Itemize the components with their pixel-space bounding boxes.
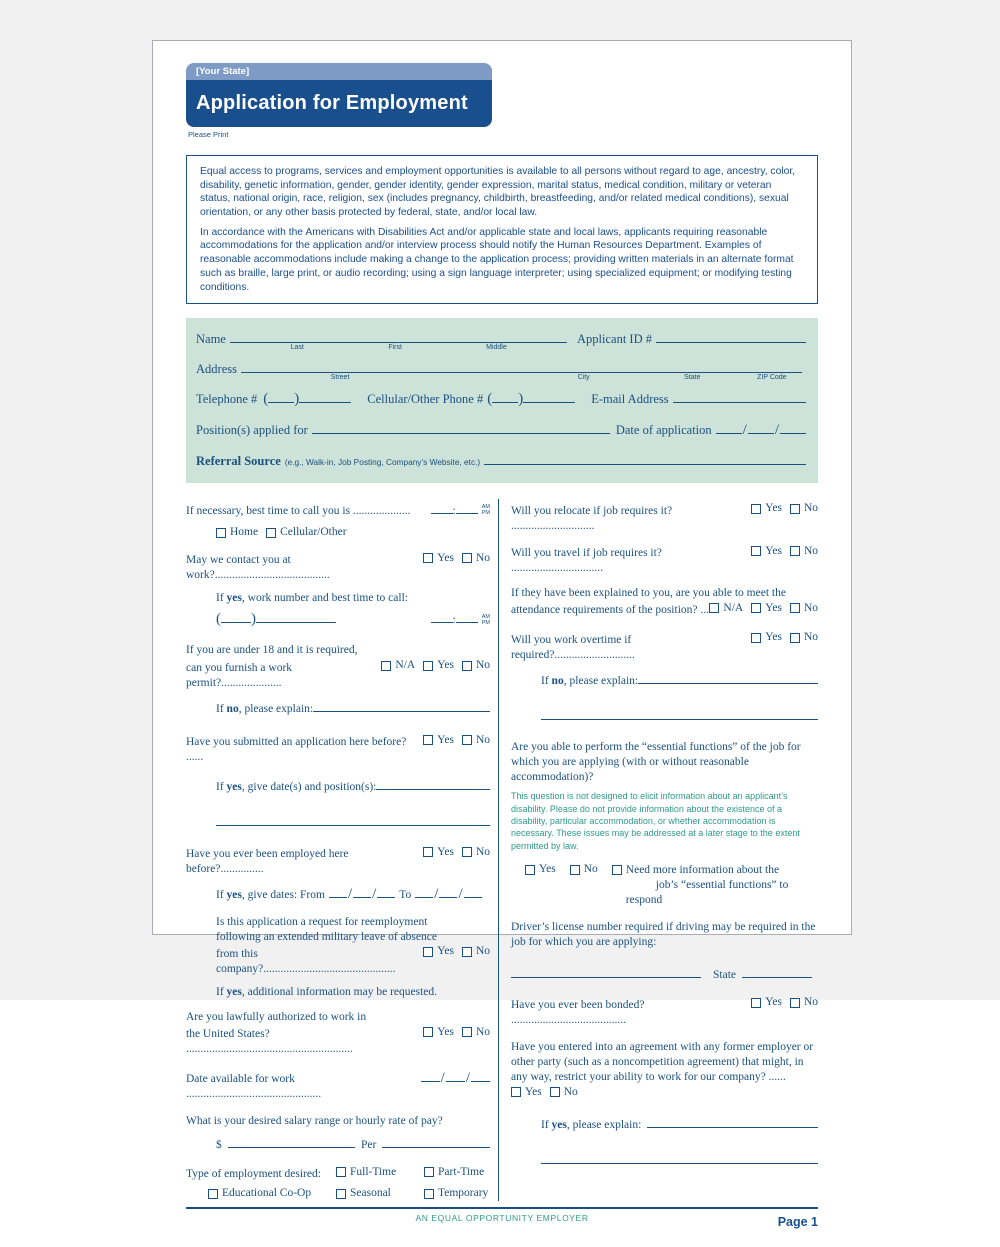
text: , please explain: (238, 702, 314, 715)
text: If (216, 591, 227, 604)
travel-question (511, 544, 818, 576)
no-label: No (475, 945, 490, 958)
employment-type-row2 (186, 1186, 490, 1201)
work-permit-question (186, 643, 490, 690)
full-time-checkbox[interactable] (336, 1167, 346, 1177)
employment-application-page (152, 40, 852, 1230)
bonded-question (511, 995, 818, 1027)
no-checkbox[interactable] (790, 998, 800, 1008)
to-day-input[interactable] (439, 885, 457, 898)
yes-checkbox[interactable] (751, 603, 761, 613)
yes-checkbox[interactable] (423, 735, 433, 745)
text-bold: no (226, 702, 239, 715)
notice-paragraph-1: Equal access to programs, services and employment opportunities is available to all persons without regard to age, ancestry, color, disability, genetic information, gender, gender identity, gender expression, marital status, medical condition, military or veteran status, national origin, race, religion, sex (includes pregnancy, childbirth, breastfeeding, and/or related medical conditions), sexual orientation, or any other basis protected by federal, state, and/or local law. (200, 166, 796, 219)
yes-checkbox[interactable] (511, 1087, 521, 1097)
work-time-minute-input[interactable] (456, 610, 478, 623)
no-checkbox[interactable] (462, 735, 472, 745)
work-number-input[interactable] (256, 610, 336, 623)
question-line2-row (186, 1025, 490, 1057)
yes-label: Yes (437, 659, 454, 672)
yes-checkbox[interactable] (751, 546, 761, 556)
more-info-line2: job’s “essential functions” to respond (625, 878, 789, 906)
print-note: Please Print (188, 130, 229, 139)
relocate-question (511, 501, 818, 533)
position-label: Position(s) applied for (196, 423, 308, 438)
question-text: Have you ever been employed here before?............... (186, 848, 349, 876)
noncompete-continuation-line (541, 1151, 818, 1169)
salary-amount-input[interactable] (228, 1135, 355, 1148)
personal-info-section (186, 318, 818, 483)
essential-functions-answers (511, 862, 818, 907)
to-label: To (399, 889, 412, 902)
question-text: Will you relocate if job requires it? ............................. (511, 504, 673, 532)
no-label: No (475, 551, 490, 564)
yes-checkbox[interactable] (751, 633, 761, 643)
details-continuation-line (216, 813, 490, 831)
text-bold: yes (226, 780, 242, 793)
name-sub-middle: Middle (486, 344, 507, 352)
employment-type-label: Type of employment desired: (186, 1168, 321, 1181)
text-bold: yes (226, 591, 242, 604)
part-time-checkbox[interactable] (424, 1167, 434, 1177)
cellular-area-input[interactable] (492, 390, 518, 403)
noncompete-explain (541, 1115, 818, 1133)
work-permit-explain (216, 699, 490, 717)
drivers-license-question: Driver’s license number required if driving may be required in the job for which you are applying: (511, 920, 816, 948)
app-date-year-input[interactable] (780, 421, 806, 434)
question-text-line1: If they have been explained to you, are you able to meet the (511, 586, 786, 599)
text: , additional information may be requested. (241, 985, 438, 998)
question-text-line1: If you are under 18 and it is required, (186, 644, 358, 657)
yes-checkbox[interactable] (423, 847, 433, 857)
yes-label: Yes (765, 601, 782, 614)
address-sub-city: City (577, 374, 590, 382)
yes-label: Yes (765, 631, 782, 644)
equal-access-notice (186, 155, 818, 304)
text: , give dates: From (241, 889, 325, 902)
to-month-input[interactable] (415, 885, 433, 898)
no-label: No (803, 544, 818, 557)
cellular-other-label: Cellular/Other (280, 526, 347, 539)
name-label: Name (196, 332, 226, 347)
question-text: Have you entered into an agreement with any former employer or other party (such as a noncompetition agreement) that might, in any way, restrict your ability to work for our company? ...... (511, 1040, 814, 1083)
yes-label: Yes (437, 945, 454, 958)
text-bold: yes (226, 985, 242, 998)
no-checkbox[interactable] (790, 633, 800, 643)
footer-divider (186, 1207, 818, 1209)
telephone-label: Telephone # (196, 392, 258, 407)
questions-section (186, 499, 818, 1201)
app-date-day-input[interactable] (748, 421, 774, 434)
na-label: N/A (395, 659, 416, 672)
temporary-label: Temporary (438, 1187, 489, 1200)
no-checkbox[interactable] (790, 504, 800, 514)
position-row: Position(s) applied for Date of application / / (196, 421, 806, 439)
cellular-other-checkbox[interactable] (266, 528, 276, 538)
application-date-label: Date of application (615, 423, 712, 438)
need-more-info-checkbox[interactable] (612, 865, 622, 875)
no-label: No (475, 845, 490, 858)
text: , please explain: (566, 1118, 642, 1131)
question-text-line2: following an extended military leave of absence (216, 930, 437, 943)
phone-email-row: Telephone # ( ) Cellular/Other Phone # ( ) E-mail Address (196, 390, 806, 408)
yes-checkbox[interactable] (423, 553, 433, 563)
question-text-line1: Are you lawfully authorized to work in (186, 1010, 367, 1023)
am-label: AM (481, 504, 490, 511)
more-info-line1: Need more information about the (625, 863, 780, 876)
from-year-input[interactable] (377, 885, 395, 898)
question-text: If necessary, best time to call you is .................... (186, 505, 411, 518)
temporary-checkbox[interactable] (424, 1189, 434, 1199)
question-text-line1: Is this application a request for reemployment (216, 915, 428, 928)
overtime-explain (541, 671, 818, 689)
reemployment-note (216, 985, 490, 1000)
employment-type-row1 (186, 1165, 490, 1182)
no-checkbox[interactable] (462, 553, 472, 563)
details-input-line2[interactable] (216, 813, 490, 826)
noncompete-question (511, 1040, 818, 1101)
text: If (216, 889, 227, 902)
question-text: Will you travel if job requires it? ................................ (511, 547, 662, 574)
no-checkbox[interactable] (462, 661, 472, 671)
telephone-area-input[interactable] (268, 390, 294, 403)
address-sub-zip: ZIP Code (757, 374, 787, 382)
yes-label: Yes (437, 551, 454, 564)
full-time-label: Full-Time (350, 1165, 397, 1178)
cellular-input[interactable] (523, 390, 575, 403)
yes-checkbox[interactable] (751, 504, 761, 514)
yes-label: Yes (437, 1025, 454, 1038)
text: , give date(s) and position(s): (241, 780, 377, 793)
no-label: No (475, 733, 490, 746)
available-month-input[interactable] (421, 1069, 440, 1082)
referral-row (196, 452, 806, 469)
yes-label: Yes (765, 544, 782, 557)
name-sub-first: First (388, 344, 402, 352)
yes-checkbox[interactable] (423, 661, 433, 671)
explain-input-line2[interactable] (541, 1151, 818, 1164)
na-checkbox[interactable] (709, 603, 719, 613)
email-label: E-mail Address (591, 392, 669, 407)
no-label: No (803, 502, 818, 515)
question-text: Have you ever been bonded? ........................................ (511, 998, 645, 1026)
address-input[interactable] (241, 360, 802, 382)
address-label: Address (196, 362, 237, 377)
no-checkbox[interactable] (790, 546, 800, 556)
text: If (541, 674, 552, 687)
text: If (216, 985, 227, 998)
applicant-id-label: Applicant ID # (577, 332, 652, 347)
cellular-label: Cellular/Other Phone # (367, 392, 484, 407)
authorized-question (186, 1010, 490, 1057)
explain-input[interactable] (647, 1115, 818, 1128)
yes-checkbox[interactable] (525, 865, 535, 875)
state-label: State (713, 969, 736, 982)
referral-source-input[interactable] (484, 452, 806, 465)
no-checkbox[interactable] (462, 1027, 472, 1037)
no-label: No (475, 659, 490, 672)
explain-continuation-line (541, 707, 818, 725)
no-label: No (803, 996, 818, 1009)
yes-label: Yes (525, 1085, 542, 1098)
best-time-hour-input[interactable] (431, 501, 453, 514)
per-label: Per (360, 1138, 377, 1151)
yes-label: Yes (437, 733, 454, 746)
name-row (196, 330, 806, 352)
question-text: Date available for work ............................................... (186, 1073, 322, 1100)
salary-question: What is your desired salary range or hourly rate of pay? (186, 1114, 443, 1127)
page-number: Page 1 (777, 1215, 818, 1230)
page-title: Application for Employment (186, 80, 492, 127)
text: , work number and best time to call: (241, 591, 408, 604)
license-number-input[interactable] (511, 965, 701, 978)
yes-label: Yes (539, 863, 556, 876)
details-input[interactable] (376, 777, 490, 790)
question-line2-row (186, 658, 490, 690)
yes-checkbox[interactable] (423, 947, 433, 957)
no-checkbox[interactable] (550, 1087, 560, 1097)
yes-checkbox[interactable] (423, 1027, 433, 1037)
question-text-line2: the United States? .......................................................... (186, 1028, 353, 1056)
form-header (186, 63, 492, 127)
home-checkbox[interactable] (216, 528, 226, 538)
question-text-line3: from this company?.............................................. (216, 947, 396, 975)
salary-inputs (216, 1135, 490, 1153)
address-row (196, 360, 806, 382)
text: , please explain: (563, 674, 639, 687)
text-bold: no (551, 674, 564, 687)
submitted-details-prompt (216, 777, 490, 795)
no-checkbox[interactable] (790, 603, 800, 613)
seasonal-label: Seasonal (350, 1187, 391, 1200)
contact-at-work-question (186, 551, 490, 583)
text-bold: yes (226, 889, 242, 902)
submitted-before-question (186, 733, 490, 765)
position-input[interactable] (312, 421, 610, 434)
educational-coop-checkbox[interactable] (208, 1189, 218, 1199)
text-bold: yes (551, 1118, 567, 1131)
no-label: No (803, 601, 818, 614)
state-tab: [Your State] (186, 63, 492, 80)
questions-right-column (498, 499, 818, 1201)
referral-source-label: Referral Source (196, 454, 281, 469)
notice-paragraph-2: In accordance with the Americans with Disabilities Act and/or applicable state and local laws, applicants requiring reasonable accommodations for the application and/or interview process should notify the Human Resources Department. Examples of reasonable accommodations include making a change to the application process; providing written materials in an alternate format such as braille, large print, or audio recording; using a sign language interpreter; using specialized equipment; or modifying testing conditions. (200, 226, 794, 293)
phone-type-options (216, 525, 347, 540)
explain-input-line2[interactable] (541, 707, 818, 720)
no-label: No (475, 1025, 490, 1038)
address-sub-state: State (684, 374, 701, 382)
questions-left-column (186, 499, 498, 1201)
no-checkbox[interactable] (462, 947, 472, 957)
from-month-input[interactable] (329, 885, 347, 898)
home-label: Home (230, 526, 259, 539)
question-text-line2: attendance requirements of the position? ... (511, 604, 709, 617)
reemployment-question (216, 915, 490, 977)
referral-source-hint: (e.g., Walk-in, Job Posting, Company’s Website, etc.) (284, 457, 481, 468)
date-available-question: Date available for work ............................................... / / (186, 1069, 490, 1102)
work-time-hour-input[interactable] (431, 610, 453, 623)
essential-functions-question: Are you able to perform the “essential functions” of the job for which you are applying (with or without reasonable accommodation)? (511, 741, 801, 784)
yes-label: Yes (765, 502, 782, 515)
yes-label: Yes (437, 845, 454, 858)
license-state-input[interactable] (742, 965, 812, 978)
text: If (216, 702, 227, 715)
best-time-question: If necessary, best time to call you is .................... : AM PM (186, 501, 490, 519)
question-text-line2: can you furnish a work permit?..................... (186, 661, 293, 689)
from-day-input[interactable] (353, 885, 371, 898)
pm-label: PM (481, 619, 490, 626)
no-label: No (563, 1085, 578, 1098)
app-date-month-input[interactable] (716, 421, 742, 434)
name-sub-last: Last (290, 344, 304, 352)
applicant-id-input[interactable] (656, 330, 806, 343)
no-checkbox[interactable] (570, 865, 580, 875)
question-text: May we contact you at work?........................................ (186, 554, 330, 581)
available-day-input[interactable] (446, 1069, 465, 1082)
employed-before-question (186, 845, 490, 877)
drivers-license-inputs (511, 965, 818, 983)
overtime-question (511, 630, 818, 662)
work-area-code-input[interactable] (221, 610, 251, 623)
text: If (541, 1118, 552, 1131)
attendance-question (511, 586, 818, 618)
email-input[interactable] (673, 390, 806, 403)
pm-label: PM (481, 510, 490, 517)
yes-label: Yes (765, 996, 782, 1009)
part-time-label: Part-Time (438, 1165, 485, 1178)
page-footer (186, 1207, 818, 1247)
essential-functions-note: This question is not designed to elicit information about an applicant’s disability. Please do not provide information about the existence of a disability, particular accommodation, or whether accommodation is necessary. These issues may be addressed at a later stage to the extent permitted by law. (511, 791, 800, 851)
na-checkbox[interactable] (381, 661, 391, 671)
text: If (216, 780, 227, 793)
name-input[interactable] (230, 330, 567, 352)
question-text: Have you submitted an application here before? ...... (186, 736, 407, 763)
best-time-minute-input[interactable] (456, 501, 478, 514)
am-label: AM (481, 613, 490, 620)
question-text: Will you work overtime if required?............................ (511, 633, 635, 661)
dollar-sign: $ (216, 1138, 222, 1151)
explain-input[interactable] (313, 699, 490, 712)
available-year-input[interactable] (471, 1069, 490, 1082)
work-number-inputs: ( ) : AM PM (216, 610, 490, 627)
no-label: No (803, 631, 818, 644)
employed-dates-row: If yes, give dates: From / / To / / (216, 885, 490, 905)
no-checkbox[interactable] (462, 847, 472, 857)
no-label: No (583, 863, 598, 876)
educational-coop-label: Educational Co-Op (222, 1187, 312, 1200)
explain-input[interactable] (638, 671, 818, 684)
question-line3-row (216, 944, 490, 976)
address-sub-street: Street (330, 374, 350, 382)
to-year-input[interactable] (464, 885, 482, 898)
telephone-input[interactable] (299, 390, 351, 403)
question-line2-row (511, 601, 818, 618)
salary-period-input[interactable] (382, 1135, 490, 1148)
seasonal-checkbox[interactable] (336, 1189, 346, 1199)
yes-checkbox[interactable] (751, 998, 761, 1008)
na-label: N/A (723, 601, 744, 614)
equal-opportunity-text: AN EQUAL OPPORTUNITY EMPLOYER (415, 1213, 589, 1224)
work-number-prompt (216, 591, 490, 606)
